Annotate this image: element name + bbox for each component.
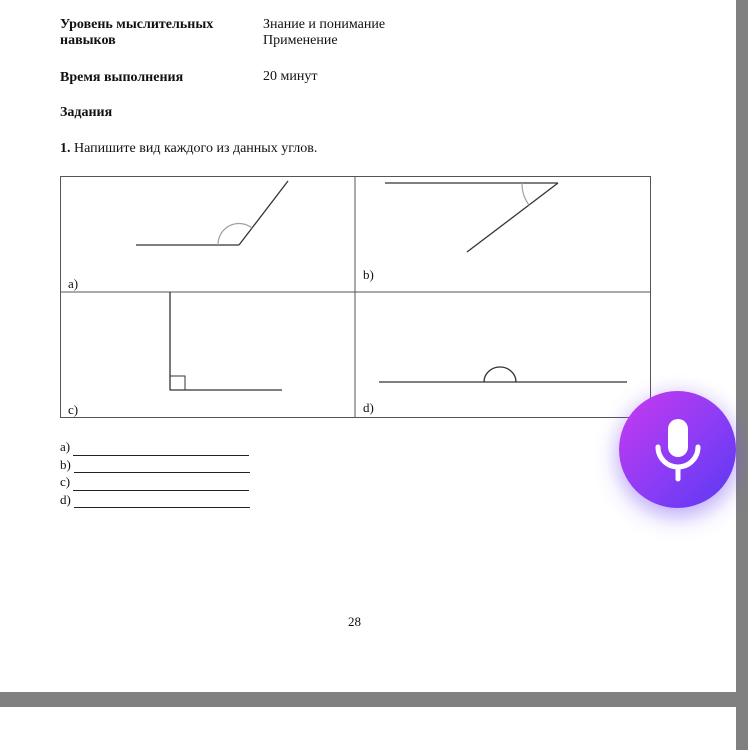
angle-d-arc: [484, 367, 516, 382]
skill-level-value-line1: Знание и понимание: [263, 17, 386, 32]
task-1-number: 1.: [60, 141, 71, 156]
answer-lines: [60, 438, 250, 508]
angle-c-square: [170, 376, 185, 390]
answer-label-b: b): [60, 456, 71, 472]
next-page-preview: [0, 707, 736, 750]
skill-level-value: [263, 17, 385, 49]
answer-row-d: [60, 491, 250, 509]
skill-level-label-line1: Уровень мыслительных: [60, 17, 214, 32]
answer-row-c: [60, 473, 250, 491]
answer-blank-c: [73, 477, 249, 491]
figure-a-label: a): [68, 276, 79, 291]
answer-row-a: [60, 438, 250, 456]
microphone-icon: [650, 415, 706, 485]
answer-label-d: d): [60, 491, 71, 507]
time-label: Время выполнения: [60, 70, 184, 85]
tasks-heading: Задания: [60, 105, 113, 120]
answer-blank-b: [74, 459, 250, 473]
answer-blank-d: [74, 494, 250, 508]
angle-b: [385, 183, 558, 252]
skill-level-label: [60, 17, 213, 49]
page-number: 28: [348, 614, 361, 629]
voice-input-button[interactable]: [619, 391, 736, 508]
skill-level-value-line2: Применение: [263, 33, 338, 48]
figure-c-label: c): [68, 402, 79, 417]
answer-label-a: a): [60, 439, 71, 454]
angle-b-arc: [522, 183, 529, 205]
viewer-page-gap: [0, 692, 748, 707]
angle-c: [170, 292, 282, 390]
answer-blank-a: [73, 442, 249, 456]
angle-a: [136, 181, 288, 245]
angle-d: [379, 367, 627, 382]
task-1: [60, 141, 317, 157]
figure-b-label: b): [363, 267, 374, 282]
angles-figure: [60, 176, 651, 418]
skill-level-label-line2: навыков: [60, 33, 116, 48]
task-1-text: Напишите вид каждого из данных углов.: [70, 141, 318, 156]
answer-row-b: [60, 456, 250, 474]
answer-label-c: c): [60, 474, 71, 489]
figure-d-label: d): [363, 400, 374, 415]
time-value: 20 минут: [263, 69, 318, 84]
viewer-right-gutter: [736, 0, 748, 750]
angles-figure-grid: [60, 176, 651, 418]
